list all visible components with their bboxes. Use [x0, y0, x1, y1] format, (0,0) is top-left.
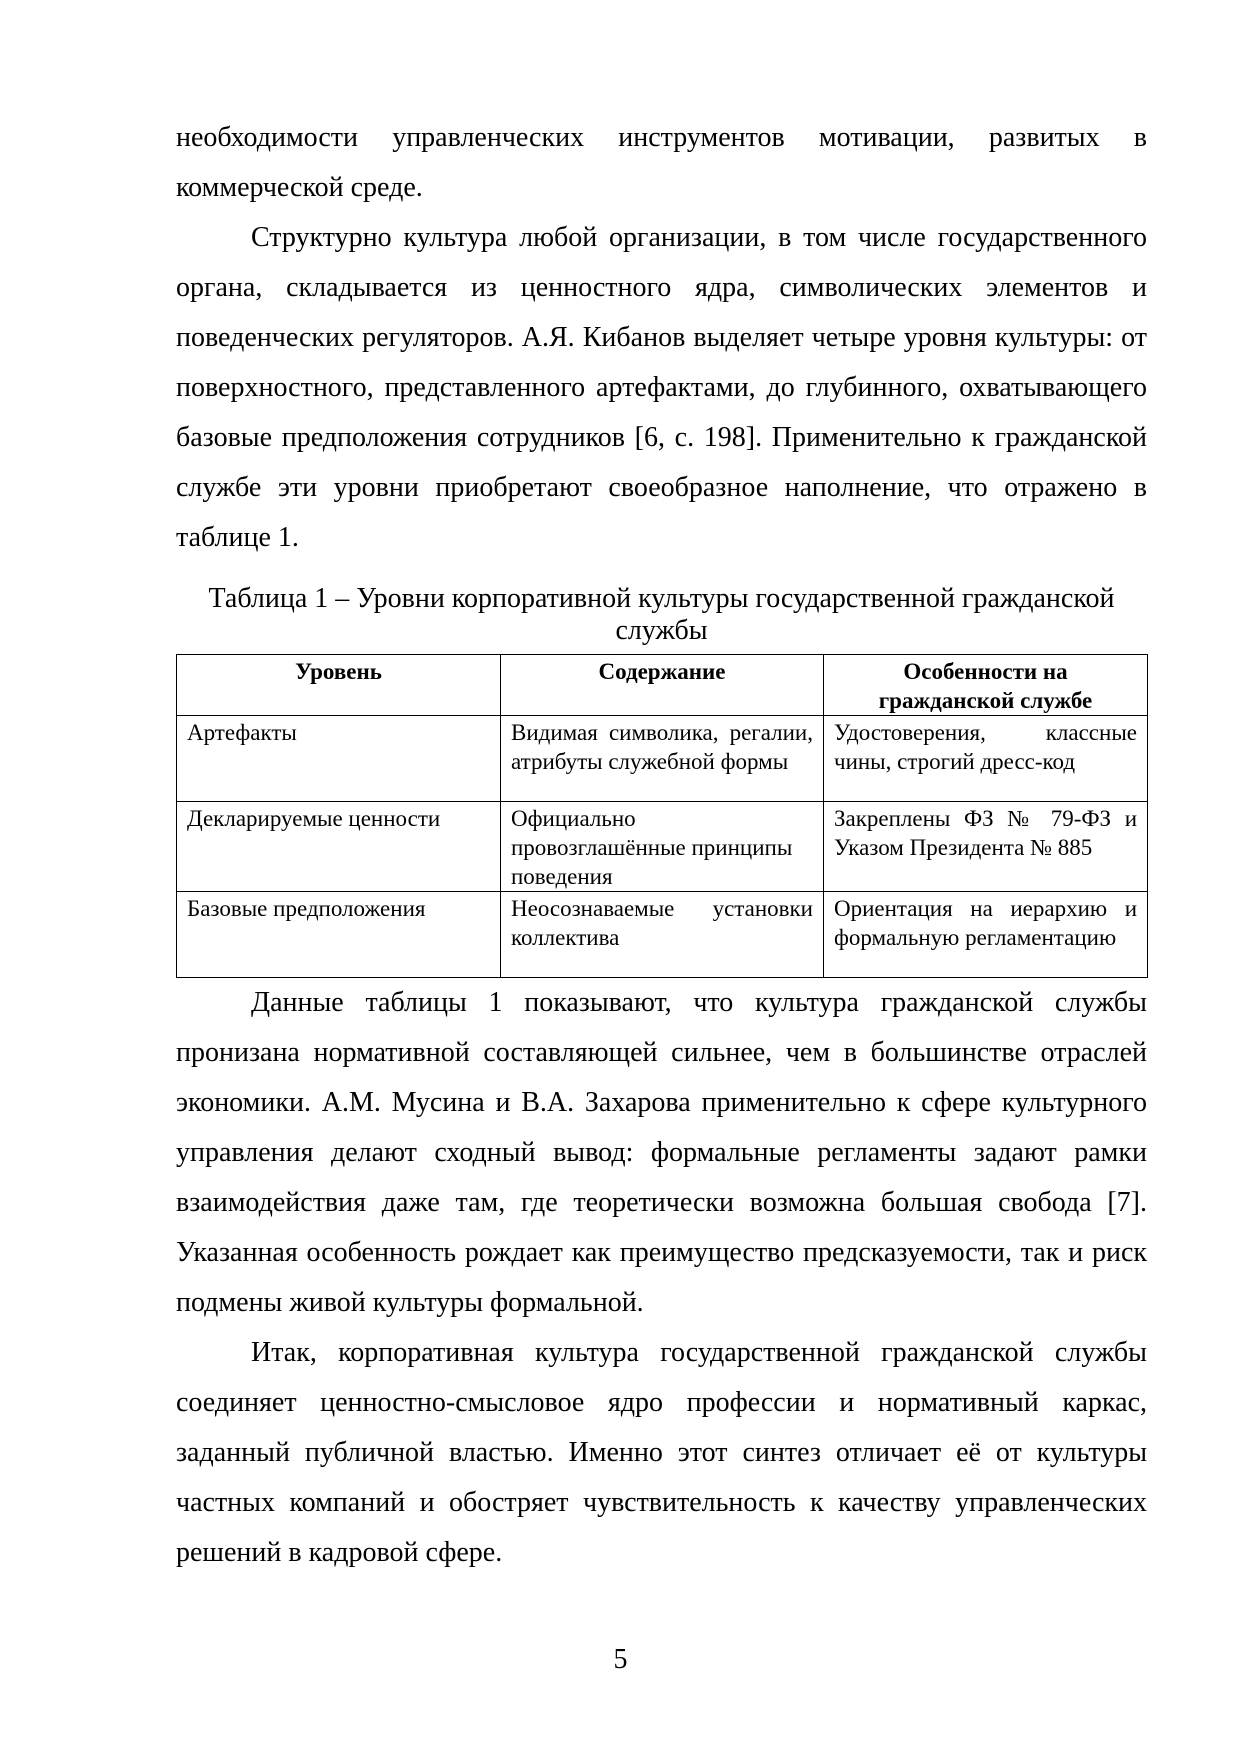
table-cell: Базовые предположения [177, 892, 501, 978]
table-cell: Видимая символика, регалии, атрибуты служебной формы [501, 716, 824, 802]
culture-levels-table [176, 654, 1148, 978]
table-cell: Удостоверения, классные чины, строгий дресс-код [824, 716, 1148, 802]
table-row [177, 802, 1148, 892]
table-cell: Декларируемые ценности [177, 802, 501, 892]
paragraph-4: Итак, корпоративная культура государственной гражданской службы соединяет ценностно-смысловое ядро профессии и нормативный каркас, заданный публичной властью. Именно этот синтез отличает её от культуры частных компаний и обостряет чувствительность к качеству управленческих решений в кадровой сфере. [176, 1337, 1147, 1568]
page-number: 5 [613, 1644, 628, 1675]
paragraph-1: необходимости управленческих инструментов мотивации, развитых в коммерческой среде. [176, 122, 1147, 203]
header-features: Особенности на гражданской службе [824, 655, 1148, 716]
table-cell: Неосознаваемые установки коллектива [501, 892, 824, 978]
table-cell: Артефакты [177, 716, 501, 802]
table-cell: Официально провозглашённые принципы поведения [501, 802, 824, 892]
table-cell: Закреплены ФЗ № 79-ФЗ и Указом Президента № 885 [824, 802, 1148, 892]
header-content: Содержание [501, 655, 824, 716]
page-content [176, 113, 1147, 1578]
paragraph-2: Структурно культура любой организации, в том числе государственного органа, складывается из ценностного ядра, символических элементов и поведенческих регуляторов. А.Я. Кибанов выделяет четыре уровня культуры: от поверхностного, представленного артефактами, до глубинного, охватывающего базовые предположения сотрудников [6, с. 198]. Применительно к гражданской службе эти уровни приобретают своеобразное наполнение, что отражено в таблице 1. [176, 222, 1147, 553]
header-level: Уровень [177, 655, 501, 716]
paragraph-3: Данные таблицы 1 показывают, что культура гражданской службы пронизана нормативной составляющей сильнее, чем в большинстве отраслей экономики. А.М. Мусина и В.А. Захарова применительно к сфере культурного управления делают сходный вывод: формальные регламенты задают рамки взаимодействия даже там, где теоретически возможна большая свобода [7]. Указанная особенность рождает как преимущество предсказуемости, так и риск подмены живой культуры формальной. [176, 987, 1147, 1318]
table-row [177, 892, 1148, 978]
table-caption: Таблица 1 – Уровни корпоративной культуры государственной гражданской службы [208, 583, 1115, 646]
table-cell: Ориентация на иерархию и формальную регламентацию [824, 892, 1148, 978]
table-row [177, 716, 1148, 802]
table-header-row [177, 655, 1148, 716]
